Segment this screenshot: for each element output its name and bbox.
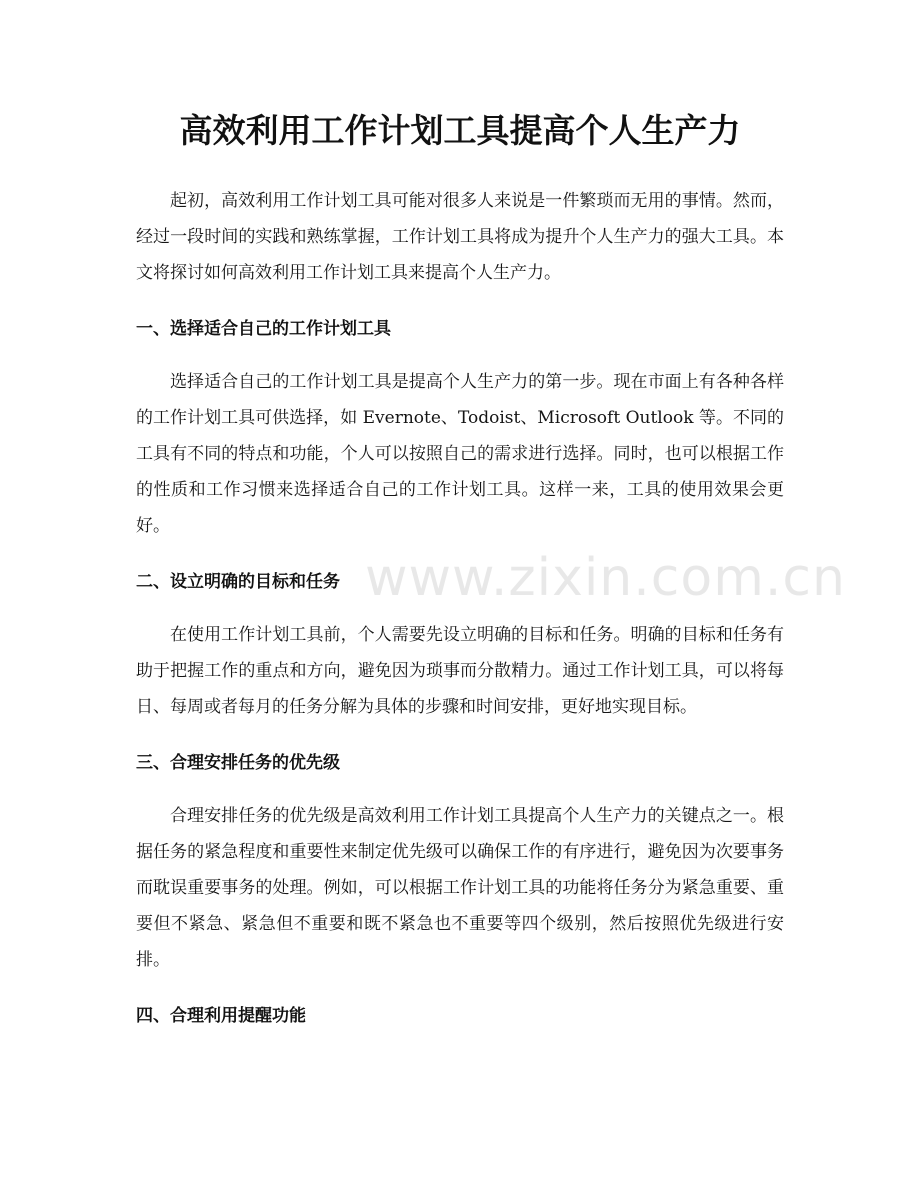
section-body-2: 在使用工作计划工具前，个人需要先设立明确的目标和任务。明确的目标和任务有助于把握工作的重点和方向，避免因为琐事而分散精力。通过工作计划工具，可以将每日、每周或者每月的任务分解为具体的步骤和时间安排，更好地实现目标。 [136, 625, 784, 717]
document-title: 高效利用工作计划工具提高个人生产力 [179, 111, 741, 150]
section-body-1: 选择适合自己的工作计划工具是提高个人生产力的第一步。现在市面上有各种各样的工作计划工具可供选择，如 Evernote、Todoist、Microsoft Outlook 等。不同的工具有不同的特点和功能，个人可以按照自己的需求进行选择。同时，也可以根据工作的性质和工作习惯来选择适合自己的工作计划工具。这样一来，工具的使用效果会更好。 [136, 372, 784, 536]
section-heading-1: 一、选择适合自己的工作计划工具 [136, 319, 391, 339]
document-body [136, 183, 784, 1051]
section-heading-2: 二、设立明确的目标和任务 [136, 572, 340, 592]
section-heading-3: 三、合理安排任务的优先级 [136, 753, 340, 773]
intro-paragraph: 起初，高效利用工作计划工具可能对很多人来说是一件繁琐而无用的事情。然而，经过一段时间的实践和熟练掌握，工作计划工具将成为提升个人生产力的强大工具。本文将探讨如何高效利用工作计划工具来提高个人生产力。 [136, 191, 784, 283]
section-heading-4: 四、合理利用提醒功能 [136, 1006, 306, 1026]
section-body-3: 合理安排任务的优先级是高效利用工作计划工具提高个人生产力的关键点之一。根据任务的紧急程度和重要性来制定优先级可以确保工作的有序进行，避免因为次要事务而耽误重要事务的处理。例如，可以根据工作计划工具的功能将任务分为紧急重要、重要但不紧急、紧急但不重要和既不紧急也不重要等四个级别，然后按照优先级进行安排。 [136, 806, 784, 970]
watermark: www.zixin.com.cn [365, 548, 846, 608]
